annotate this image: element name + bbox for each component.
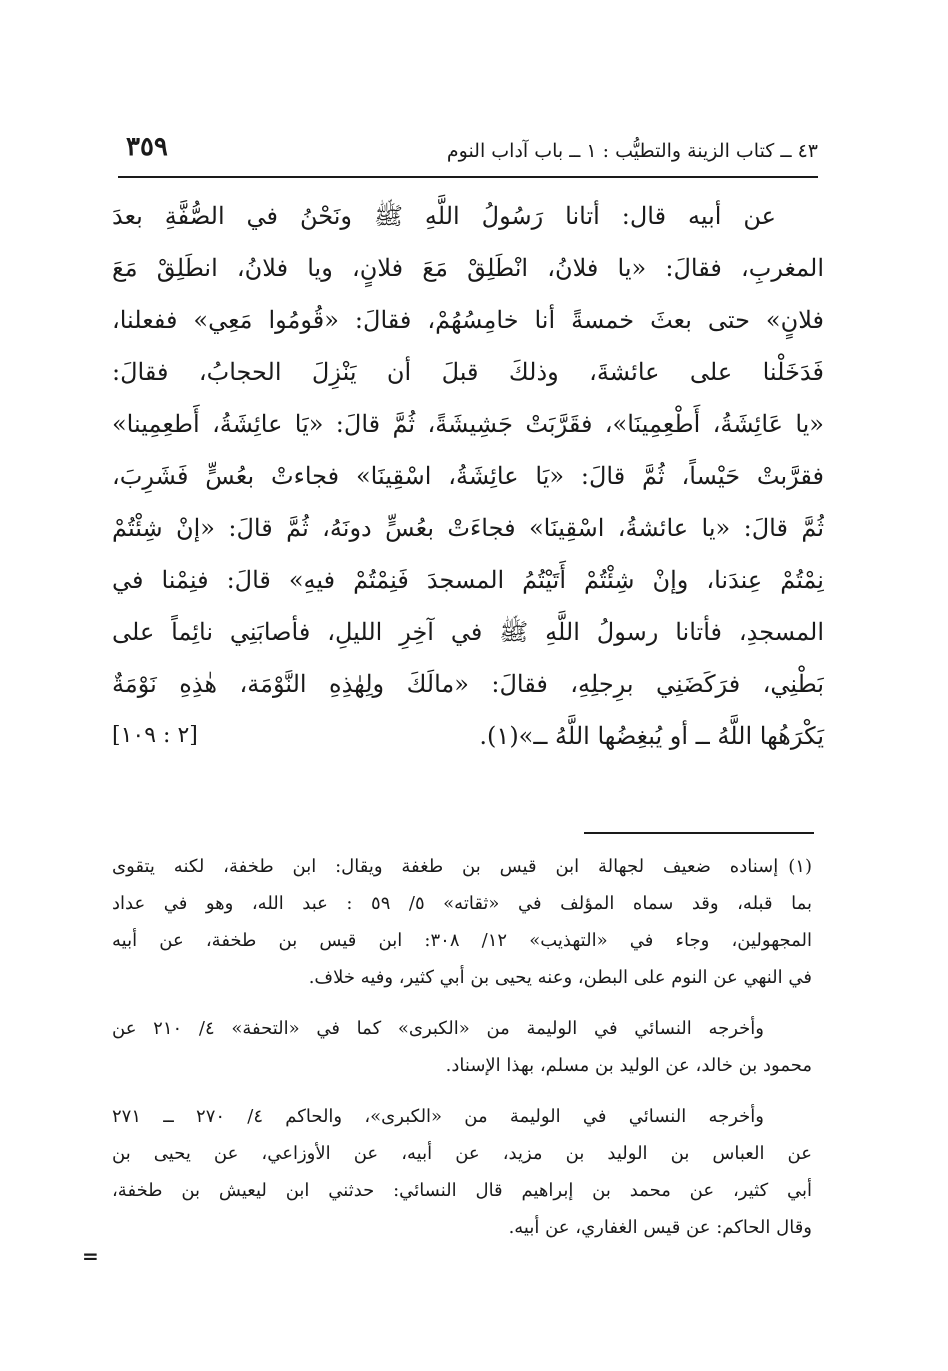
body-line: فقرَّبتْ حَيْساً، ثُمَّ قالَ: «يَا عائِشَةُ، اسْقِينَا» فجاءتْ بعُسٍّ فَشَرِبَ، [112,462,824,490]
page-number: ٣٥٩ [126,132,168,162]
page-header [118,128,818,168]
footnote-first-line [112,848,812,885]
footnote-line: وقال الحاكم: عن قيس الغفاري، عن أبيه. [508,1217,812,1238]
body-line: «يا عَائِشَةُ، أَطْعِمِينَا»، فقَرَّبَتْ جَشِيشَةً، ثُمَّ قالَ: «يَا عائِشَةُ، أَطعِمِينا» [112,410,824,438]
footnote-line: إسناده ضعيف لجهالة ابن قيس بن طغفة ويقال: ابن طخفة، لكنه يتقوى [112,856,779,877]
body-line: فلانٍ» حتى بعثَ خمسةً أنا خامِسُهُمْ، فقالَ: «قُومُوا مَعِي» ففعلنا، [112,306,824,334]
footnote-line: محمود بن خالد، عن الوليد بن مسلم، بهذا الإسناد. [445,1055,812,1076]
body-line: فَدَخَلْنا على عائشةَ، وذلكَ قبلَ أن يَنْزِلَ الحجابُ، فقالَ: [112,358,824,386]
footnote-line: أبي كثير، عن محمد بن إبراهيم قال النسائي: حدثني ابن ليعيش بن طخفة، [112,1180,812,1201]
body-line: بَطْنِي، فرَكَضَنِي برِجلِهِ، فقالَ: «مالَكَ ولِهٰذِهِ النَّوْمَة، هٰذِهِ نَوْمَةٌ [112,670,824,698]
body-last-line [112,710,824,762]
footnote-line: وأخرجه النسائي في الوليمة من «الكبرى» كما في «التحفة» ٤/ ٢١٠ عن [112,1018,764,1039]
footnotes [112,848,812,1246]
footnote-line: بما قبله، وقد سماه المؤلف في «ثقاته» ٥/ ٥٩ : عبد الله، وهو في عداد [112,893,812,914]
body-line: المغربِ، فقالَ: «يا فلانُ، انْطَلِقْ مَعَ فلانٍ، ويا فلانُ، انطَلِقْ مَعَ [112,254,824,282]
header-rule [118,176,818,178]
footnote-line: في النهي عن النوم على البطن، وعنه يحيى بن أبي كثير، وفيه خلاف. [308,967,812,988]
body-line: نِمْتُمْ عِندَنا، وإنْ شِئْتُمْ أَتَيْتُمُ المسجدَ فَنِمْتُمْ فيهِ» قالَ: فنِمْنا في [112,566,824,594]
footnote-line: وأخرجه النسائي في الوليمة من «الكبرى»، والحاكم ٤/ ٢٧٠ ــ ٢٧١ [112,1106,764,1127]
body-line: المسجدِ، فأتانا رسولُ اللَّهِ ﷺ في آخِرِ الليلِ، فأصابَنِي نائِماً على [112,618,824,646]
footnote-number: (١) [788,856,812,877]
body-line: ثُمَّ قالَ: «يا عائشةُ، اسْقِينَا» فجاءَتْ بعُسٍّ دونَهُ، ثُمَّ قالَ: «إنْ شِئْتُمْ [112,514,824,542]
footnote-line: المجهولين، وجاء في «التهذيب» ١٢/ ٣٠٨: ابن قيس بن طخفة، عن أبيه [112,930,812,951]
footnote-line: عن العباس بن الوليد بن مزيد، عن أبيه، عن الأوزاعي، عن يحيى بن [112,1143,812,1164]
body-line: عن أبيه قال: أتانا رَسُولُ اللَّهِ ﷺ ونَحْنُ في الصُّفَّةِ بعدَ [112,202,776,230]
running-head: ٤٣ ــ كتاب الزينة والتطيُّب : ١ ــ باب آداب النوم [446,140,818,162]
body-line: يَكْرَهُها اللَّهُ ــ أو يُبغِضُها اللَّهُ ــ»(١). [479,722,824,750]
margin-mark: = [82,1244,99,1268]
hadith-text [112,190,824,762]
source-reference: [٢ : ١٠٩] [112,723,198,748]
footnote-separator [584,832,814,834]
